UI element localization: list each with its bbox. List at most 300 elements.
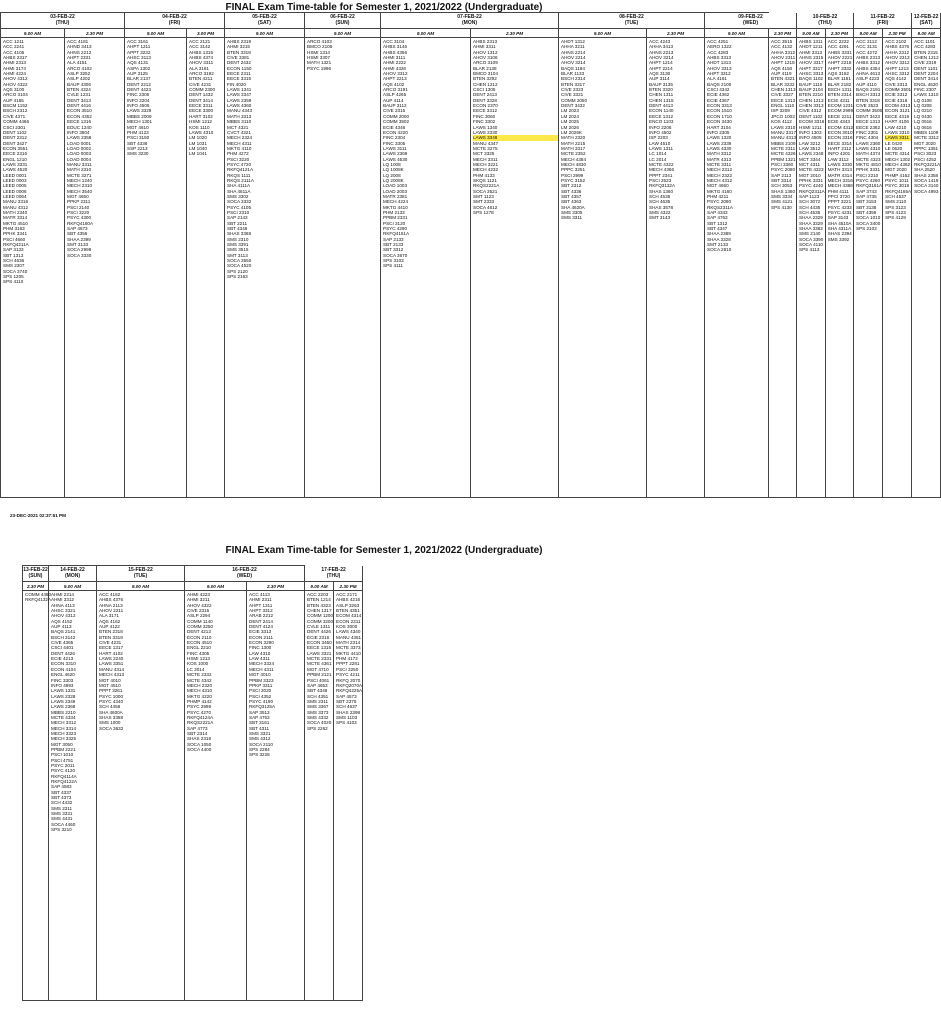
time-slot-header: 9.00 AM [1, 29, 65, 38]
course-code: PHMP 4162 [885, 172, 910, 178]
course-code: MCTE 2311 [771, 145, 796, 151]
course-code: MBBS 2109 [771, 140, 796, 146]
course-code: AHOV 3312 [383, 71, 408, 77]
course-code: DENT 3413 [67, 97, 91, 103]
course-code: SAP 2143 [227, 215, 248, 221]
day-date: 14-FEB-22 [60, 567, 85, 573]
course-code: MECH 3314 [51, 725, 77, 731]
course-code: CHEN 1315 [649, 97, 674, 103]
course-code: AHOV 3311 [189, 60, 214, 66]
course-code: LM 1020 [189, 135, 207, 141]
day-weekday: (MON) [65, 573, 80, 579]
course-code: LM 2026K [561, 129, 582, 135]
course-code: ECIE 2316 [307, 634, 330, 640]
course-code: AHBS 4376 [99, 597, 124, 603]
course-code: ENGL 4620 [914, 81, 938, 87]
course-code: MATH 2340 [3, 210, 28, 215]
course-code: MANU 4347 [473, 140, 499, 146]
course-code: CIVE 3313 [885, 81, 908, 87]
course-code: ACC 3104 [383, 39, 405, 44]
course-code: SOCA 4993 [914, 188, 939, 194]
course-code: MGT 4650 [67, 193, 89, 199]
time-slot-header: 9.00 AM [125, 29, 187, 38]
course-code: LM 2026 [561, 124, 579, 130]
course-code: RKQS2311A [707, 204, 733, 210]
course-list [883, 38, 912, 498]
course-code: SHAS 2394 [827, 231, 852, 237]
course-code: LQ 2008K [383, 177, 404, 183]
course-code: SBT 4346 [227, 226, 248, 232]
time-slot-header: 9.00 AM [381, 29, 471, 38]
course-code: FINC 2301 [856, 129, 879, 135]
course-code: MGT 2010 [799, 172, 821, 178]
course-code: ECON 3313 [707, 103, 732, 109]
course-code: LQ 0516 [914, 119, 932, 125]
course-code: CVLE 1231 [67, 92, 91, 98]
course-code: LOAD 0001 [67, 140, 92, 146]
course-code: ARCO 3109 [473, 60, 498, 66]
course-code: LAWS 3348 [473, 135, 558, 140]
course-code: CHEN 1213 [799, 97, 824, 103]
course-code: SMS 1000 [99, 720, 121, 726]
course-code: SOCA 2810 [707, 247, 732, 253]
course-code: BTEN 3318 [856, 97, 880, 103]
course-code: SOCA 3550 [227, 258, 252, 264]
day-date: 13-FEB-22 [23, 567, 48, 573]
time-slot-header: 2.30 PM [65, 29, 125, 38]
day-date: 17-FEB-22 [321, 567, 346, 573]
course-code: ECON 3316 [827, 135, 853, 141]
course-code: SMS 2311 [307, 698, 329, 704]
course-code: DENT 2204 [914, 71, 939, 77]
course-code: SOCA 4612 [473, 204, 498, 210]
course-code: SCH 4637 [336, 704, 358, 710]
course-code: PSYC 4120 [51, 768, 76, 774]
course-code: SMS 3373 [307, 709, 329, 715]
course-code: AHOV 3214 [649, 55, 674, 61]
course-code: AHMI 3111 [383, 55, 406, 61]
course-code: PSYC 2080 [771, 167, 796, 173]
course-code: CHEN 1317 [307, 608, 332, 614]
course-code: MECH 4362 [885, 161, 911, 167]
course-code: LAWS 2240 [99, 656, 124, 662]
day-header [912, 13, 941, 29]
course-code: ACC 2171 [336, 592, 358, 597]
course-code: INFO 4502 [649, 129, 672, 135]
course-code: COMM 4460 [25, 592, 52, 597]
course-code: DENT 1432 [189, 92, 213, 98]
course-code: MECH 2310 [67, 183, 93, 189]
course-code: LAW 4510 [649, 140, 671, 146]
course-code: DENT 3414 [189, 97, 213, 103]
course-code: CVCT 4321 [227, 129, 251, 135]
time-slot-header: 9.00 AM [305, 29, 381, 38]
course-code: AHND 3413 [67, 44, 92, 50]
course-code: MKTG 4510 [3, 220, 28, 226]
course-code: KOS 4112 [771, 119, 792, 125]
day-weekday: (FRI) [168, 20, 181, 26]
course-code: AHDT 1211 [799, 44, 823, 50]
course-code: ACC 2203 [307, 592, 329, 597]
page1-print-stamp: 23-DEC-2021 02:37:51 PM [10, 513, 66, 518]
course-code: SMT 2133 [707, 242, 729, 248]
course-code: DENT 3427 [3, 140, 27, 146]
course-code: LOAD 2003 [383, 188, 408, 194]
course-list [305, 591, 334, 1001]
course-code: COMM 3502 [383, 119, 410, 125]
course-code: EECE 3312 [473, 108, 498, 114]
course-code: ENGL 1110 [771, 103, 795, 109]
course-code: DENT 3328 [473, 97, 497, 103]
course-code: SAP 4573 [336, 693, 357, 699]
course-code: CSCI 4342 [707, 87, 730, 93]
course-code: BTEN 4211 [189, 76, 213, 82]
course-code: LQ 2008 [383, 172, 401, 178]
course-code: AHPT 3312 [249, 608, 273, 614]
course-code: MKTG 4810 [856, 161, 881, 167]
course-code: SCH 4458 [99, 704, 121, 710]
course-code: ACC 4272 [856, 49, 878, 55]
course-code: BTEN 4351 [336, 608, 360, 614]
course-code: SOCA 3140 [914, 183, 939, 189]
course-code: ECON 1710 [707, 113, 732, 119]
course-code: PPBM 2221 [51, 746, 76, 752]
course-code: ECIE 4213 [51, 656, 74, 662]
course-code: BTEN 3319 [99, 634, 123, 640]
course-code: FINC 2307 [914, 87, 937, 93]
course-code: BTEN 3318 [227, 49, 251, 55]
course-code: DENT 2413 [473, 92, 497, 98]
course-code: AHMI 2311 [249, 597, 272, 603]
course-code: MECH 1301 [127, 119, 153, 125]
course-code: ACC 4105 [3, 49, 25, 55]
course-code: MATH 2310 [67, 167, 92, 173]
course-code: PSCI 3220 [67, 210, 90, 215]
course-code: BTEN 4323 [307, 602, 331, 608]
course-code: DENT 2312 [3, 135, 27, 141]
course-code: SPS 3210 [51, 827, 72, 833]
course-code: HSMI 3307 [307, 55, 330, 61]
course-code: SBT 4355 [856, 210, 877, 215]
course-code: LAW 3512 [799, 145, 821, 151]
course-code: AHOV 4322 [187, 602, 212, 608]
course-code: ECON 4352 [67, 113, 92, 119]
course-code: AHNS 2213 [649, 49, 674, 55]
course-code: SMS 3392 [827, 236, 850, 242]
course-code: MECH 4310 [187, 688, 213, 694]
course-code: BAQS 1194 [561, 65, 585, 71]
course-code: HART 4102 [99, 650, 123, 656]
course-code: ACC 3515 [771, 39, 793, 44]
course-code: CHEN 1311 [649, 92, 674, 98]
course-code: CIVE 4231 [189, 81, 212, 87]
course-code: MANU 4351 [336, 634, 362, 640]
course-code: LQ 0210 [914, 108, 932, 114]
course-list [1, 38, 65, 498]
course-code: INFO 4506 [127, 103, 150, 109]
course-code: AHMI 3311 [473, 44, 496, 50]
course-code: BTEN 3317 [561, 81, 585, 87]
course-list [334, 591, 363, 1001]
course-code: LAWS 1341 [227, 87, 252, 93]
course-code: SBT 3138 [856, 204, 877, 210]
course-code: PPPT 3261 [99, 688, 123, 694]
time-slot-header: 2.30 PM [247, 582, 305, 591]
course-code: MATR 3314 [3, 215, 28, 221]
day-header [225, 13, 305, 29]
course-code: AHOV 3214 [561, 60, 586, 66]
course-code: AHNA 2113 [99, 602, 123, 608]
course-code: AHOV 2221 [827, 55, 853, 61]
course-code: SOCA 1010 [856, 215, 881, 221]
course-code: PSYC 4300 [67, 215, 92, 221]
course-code: ACC 1101 [914, 39, 935, 44]
course-code: ECON 3121 [885, 108, 910, 114]
course-code: BAUP 4306 [67, 81, 91, 87]
course-code: PSYC 4105 [227, 204, 252, 210]
course-code: ECON 4104 [51, 666, 76, 672]
course-code: SCH 4635 [649, 199, 671, 205]
course-code: ISP 2203 [649, 135, 668, 141]
course-code: ACC 4243 [649, 39, 671, 44]
course-code: SPS 4113 [799, 247, 820, 253]
course-code: FINC 2304 [383, 135, 406, 141]
course-code: SMT 3133 [67, 242, 89, 248]
course-code: MCTE 3373 [336, 645, 361, 651]
course-code: PSYC 4240 [799, 183, 824, 189]
course-code: RKFQ4151A [383, 231, 410, 237]
course-code: MBBS 2210 [51, 709, 76, 715]
course-code: SMS 3334 [771, 193, 793, 199]
course-code: CIVE 3381 [227, 55, 250, 61]
course-code: RKQS 2111A [227, 177, 254, 183]
course-code: MATH 2320 [561, 135, 586, 141]
course-code: MCTE 2331 [307, 656, 332, 662]
course-code: PSYC 4231 [827, 210, 852, 215]
course-code: SAP 4763 [707, 215, 728, 221]
course-code: ACC 4181 [67, 39, 89, 44]
course-code: SMS 4312 [249, 736, 271, 742]
course-code: PSCI 2210 [856, 172, 879, 178]
course-code: EECE 2311 [227, 71, 251, 77]
time-slot-header: 9.00 AM [797, 29, 826, 38]
course-code: SBT 2314 [187, 730, 208, 736]
course-code: COMM 3501 [885, 87, 912, 93]
course-code: PPHK 3331 [856, 167, 881, 173]
course-code: FINC 4304 [856, 135, 879, 141]
course-code: DENT 4426 [307, 629, 331, 635]
course-code: DENT 1101 [914, 65, 938, 71]
course-code: SBT 3312 [383, 247, 404, 253]
course-code: AHPT 2218 [827, 60, 852, 66]
course-code: LEED 0006 [3, 188, 27, 194]
course-code: AHOV 2211 [99, 608, 124, 614]
course-code: AHMI 3312 [51, 597, 74, 603]
course-code: BMCO 2105 [307, 44, 333, 50]
course-code: BLAR 2138 [473, 65, 497, 71]
course-code: LAWS 2330 [473, 129, 498, 135]
course-code: RKFQ4124A [187, 714, 214, 720]
course-code: ASLP 4265 [383, 92, 407, 98]
course-code: AQS 4152 [51, 618, 73, 624]
day-date: 15-FEB-22 [128, 567, 153, 573]
course-code: BSCM 1152 [3, 103, 28, 109]
day-date: 09-FEB-22 [738, 14, 763, 20]
course-code: ECON 1510 [707, 108, 732, 114]
course-code: SBT 4347 [707, 226, 728, 232]
course-code: PSYC 3152 [561, 177, 586, 183]
course-code: SBT 4337 [51, 789, 72, 795]
course-code: AHNS 2212 [67, 49, 92, 55]
course-code: AHOV 3106 [473, 55, 498, 61]
course-code: SAP 4753 [249, 714, 270, 720]
course-code: DENT 4416 [67, 103, 91, 109]
course-code: PPBM 3323 [249, 677, 274, 683]
course-code: ARCO 4102 [67, 65, 92, 71]
course-code: CIVE 4365 [51, 640, 74, 646]
course-code: PPKP 2311 [67, 199, 91, 205]
course-code: ECON 3010 [827, 129, 853, 135]
course-code: AHBS 2319 [227, 39, 252, 44]
course-code: DENT 4413 [649, 103, 673, 109]
course-code: PSYC 4260 [856, 177, 881, 183]
course-code: PSYC 3018 [885, 183, 910, 189]
course-code: AHMI 2214 [51, 592, 74, 597]
course-code: PSCI 4252 [914, 156, 937, 162]
day-header [381, 13, 559, 29]
course-code: COMM 1200 [307, 613, 334, 619]
course-code: MECH 3323 [51, 730, 77, 736]
course-code: RKFQ3125A [249, 704, 276, 710]
course-code: MCTE 4326 [771, 151, 796, 157]
course-code: SOCA 3632 [99, 725, 124, 731]
course-code: SAP 4673 [67, 226, 88, 232]
course-list [705, 38, 769, 498]
course-code: BSCH 2314 [561, 76, 586, 82]
course-code: LAWS 1311 [649, 145, 674, 151]
day-date: 04-FEB-22 [162, 14, 187, 20]
course-code: LQ 0616 [914, 124, 932, 130]
course-code: SAP 4653 [307, 682, 328, 688]
course-code: AHPT 2213 [383, 76, 407, 82]
course-code: AUP 4114 [383, 97, 404, 103]
course-code: EECE 1317 [99, 645, 124, 651]
course-code: COMM 3250 [187, 624, 214, 630]
course-code: LQ 1008K [383, 167, 404, 173]
course-code: MECH 1240 [67, 177, 93, 183]
course-code: ALA 3161 [189, 65, 209, 71]
course-code: RKFQ4225A [336, 688, 363, 694]
course-code: PPBM 2331 [383, 215, 408, 221]
course-code: RKFQ4132A [25, 597, 52, 603]
day-header [305, 566, 363, 582]
course-code: EECE 3311 [189, 103, 213, 109]
course-code: SMS 3391 [227, 242, 249, 248]
course-code: MCTE 4361 [307, 661, 332, 667]
course-code: SOCA 3400 [856, 220, 881, 226]
course-code: PSCI 4061 [307, 677, 330, 683]
course-code: SBT 4348 [307, 688, 328, 694]
course-code: AHSC 3313 [799, 71, 824, 77]
course-code: MANU 3311 [67, 161, 92, 167]
day-weekday: (MON) [462, 20, 477, 26]
course-code: MECH 3221 [473, 161, 499, 167]
course-code: BTEN 3320 [649, 87, 673, 93]
course-code: SAP 1123 [799, 193, 820, 199]
course-code: CSCI 4401 [51, 645, 74, 651]
course-code: SHA 4600A [99, 709, 123, 715]
course-list [49, 591, 97, 1001]
day-header [23, 566, 49, 582]
course-code: BLAR 2182 [827, 81, 852, 87]
course-code: AQS 4131 [127, 60, 149, 66]
course-code: INFO 1303 [799, 129, 822, 135]
course-code: AHOV 4312 [3, 76, 28, 82]
course-code: AERO 1322 [707, 44, 732, 50]
course-code: LE 0620 [885, 145, 903, 151]
course-code: AHDT 1313 [707, 60, 731, 66]
course-code: LAWS 2349 [51, 698, 76, 704]
course-list [247, 591, 305, 1001]
course-code: CIVE 3523 [856, 103, 879, 109]
course-code: KOS 1000 [187, 661, 209, 667]
course-code: LAWS 1340 [473, 124, 498, 130]
time-slot-header: 2.30 PM [334, 582, 363, 591]
course-code: PPPT 2341 [649, 172, 673, 178]
course-code: PSYC 4340 [99, 698, 124, 704]
day-header [305, 13, 381, 29]
time-slot-header: 2.30 PM [826, 29, 854, 38]
course-code: SMS 3311 [561, 215, 583, 221]
course-code: MCTE 4323 [799, 167, 824, 173]
course-code: MBBS 1109 [914, 129, 939, 135]
course-code: EECE 1312 [649, 113, 674, 119]
course-code: ECOM 2999 [827, 108, 854, 114]
course-code: CVLE 1311 [307, 624, 331, 630]
course-code: DENT 4426 [51, 650, 75, 656]
course-code: EECE 2316 [3, 151, 28, 157]
course-code: AHNA 4113 [51, 602, 75, 608]
course-code: AHBS 3312 [856, 60, 881, 66]
time-slot-header: 3.00 PM [187, 29, 225, 38]
course-code: ACC 2121 [189, 39, 211, 44]
course-code: SAP 4735 [856, 193, 877, 199]
course-code: LAWS 2339 [707, 140, 732, 146]
course-code: SHA 4611A [227, 188, 251, 194]
course-code: SHAS 3578 [649, 204, 674, 210]
course-code: LOAD 0004 [67, 156, 92, 162]
course-code: SMS 4322 [649, 210, 671, 215]
course-code: SOCA 3521 [473, 188, 498, 194]
course-code: RKFQ4211A [3, 242, 29, 248]
course-code: RKQS2221A [187, 720, 214, 726]
course-code: SHA 4620A [561, 204, 585, 210]
course-code: MKTG 4410 [336, 650, 361, 656]
course-code: SOCA 3330 [67, 252, 92, 258]
course-code: SKQS 1121 [473, 177, 497, 183]
course-code: ECON 3290 [249, 640, 274, 646]
course-code: FINC 2306 [127, 92, 150, 98]
course-code: AHPT 3317 [799, 65, 823, 71]
course-code: SBT 3314 [771, 177, 792, 183]
course-code: SPS 3123 [885, 204, 906, 210]
course-code: BAUP 3135 [649, 81, 673, 87]
course-list [826, 38, 854, 498]
course-code: SPS 1205 [3, 274, 24, 280]
course-code: LAW 3112 [827, 156, 849, 162]
course-code: ECIE 4311 [827, 97, 850, 103]
course-code: ECIE 3313 [249, 629, 272, 635]
